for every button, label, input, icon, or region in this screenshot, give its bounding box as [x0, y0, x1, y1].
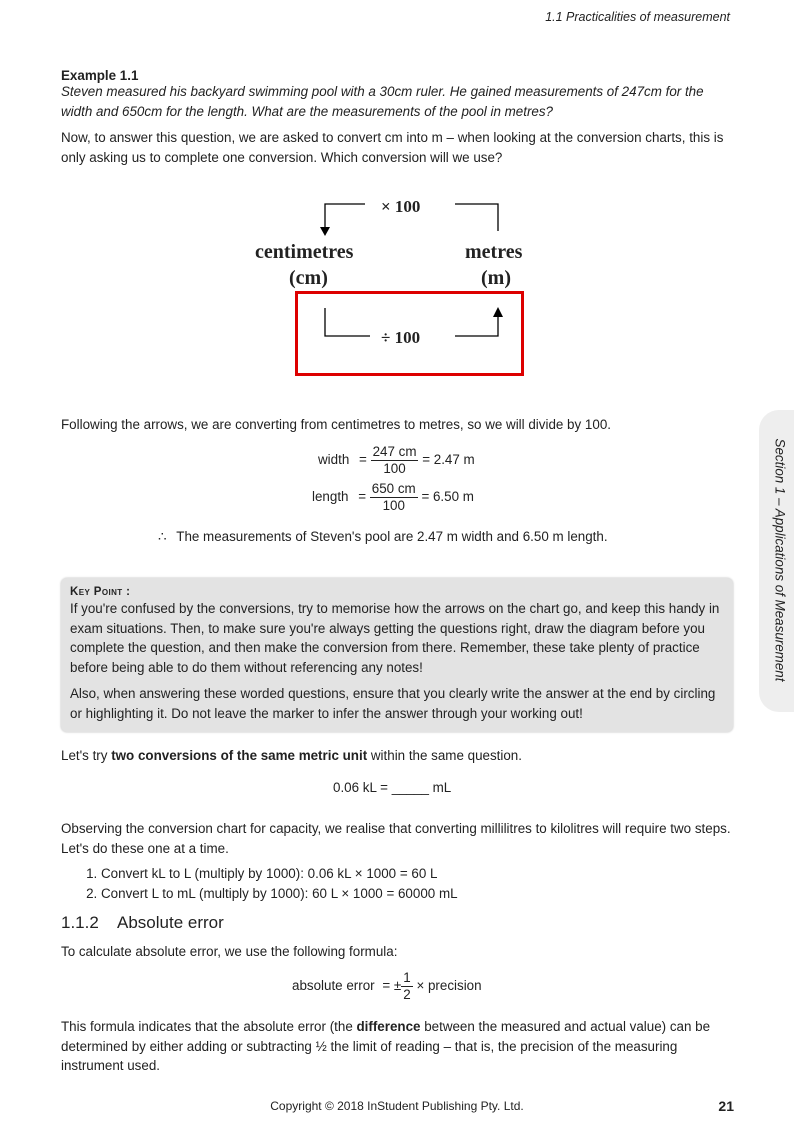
explain-pre: This formula indicates that the absolute error (the [61, 1019, 357, 1034]
length-denominator: 100 [382, 498, 405, 513]
capacity-equation: 0.06 kL = _____ mL [333, 780, 452, 795]
explain-post: between the measured and actual value) can be determined by either adding or subtracting ½ the limit of reading – that is, the precision of the measuring instrument used. [61, 1019, 711, 1073]
key-point-para2: Also, when answering these worded questions, ensure that you clearly write the answer at the end by circling or highlighting it. Do not leave the marker to infer the answer through your working out! [70, 686, 716, 721]
conclusion-text: The measurements of Steven's pool are 2.47 m width and 6.50 m length. [176, 529, 608, 544]
running-header: 1.1 Practicalities of measurement [545, 10, 730, 24]
formula-equals: = ± [382, 978, 402, 994]
formula-denominator: 2 [403, 987, 411, 1002]
example-title: Example 1.1 [61, 68, 139, 83]
unit-centimetres: centimetres [255, 241, 354, 263]
key-point-title: Key Point : [70, 586, 131, 598]
steps-list [79, 864, 729, 903]
step-item: 2. Convert L to mL (multiply by 1000): 60 L × 1000 = 60000 mL [101, 884, 729, 904]
width-numerator: 247 cm [372, 444, 417, 459]
formula-fraction [401, 970, 412, 1003]
length-equation: length = $\frac{650 cm}{100}$ = 6.50 m [312, 481, 474, 513]
section-title: Absolute error [117, 913, 224, 932]
top-arrow-right-line [455, 204, 498, 231]
length-numerator: 650 cm [371, 481, 416, 496]
top-arrow-head [320, 227, 330, 236]
two-conv-pre: Let's try [61, 748, 112, 763]
divide-operation: ÷ 100 [381, 328, 421, 347]
highlight-box [295, 291, 524, 376]
formula-left: absolute error [292, 978, 375, 994]
two-conv-post: within the same question. [367, 748, 522, 763]
formula-right: × precision [416, 978, 482, 994]
width-fraction [371, 444, 419, 477]
key-point-para1: If you're confused by the conversions, try to memorise how the arrows on the chart go, and keep this handy in exam situations. Then, to make sure you're always getting the questions right, draw the diagram before you complete the question, and then make the conversion from there. Remember, these take plenty of practice before being able to do them without referencing any notes! [70, 601, 720, 675]
section-number: 1.1.2 [61, 913, 99, 932]
length-label: length [312, 489, 349, 505]
width-equation: width = $\frac{247 cm}{100}$ = 2.47 m [318, 444, 475, 476]
two-conversions-intro [61, 746, 734, 766]
example-question: Steven measured his backyard swimming pool with a 30cm ruler. He gained measurements of 247cm for the width and 650cm for the length. What are the measurements of the pool in metres? [61, 84, 704, 119]
unit-m: (m) [481, 267, 511, 289]
length-fraction [370, 481, 418, 514]
width-result: = 2.47 m [422, 452, 475, 468]
width-denominator: 100 [383, 461, 406, 476]
length-result: = 6.50 m [421, 489, 474, 505]
section-explanation [61, 1017, 734, 1076]
section-side-label: Section 1 – Applications of Measurement [772, 438, 788, 682]
solution-text: Following the arrows, we are converting from centimetres to metres, so we will divide by 100. [61, 417, 611, 432]
absolute-error-formula [292, 970, 482, 1003]
therefore-symbol: ∴ [158, 529, 167, 544]
multiply-operation: × 100 [381, 197, 421, 216]
section-intro: To calculate absolute error, we use the following formula: [61, 944, 398, 959]
two-conv-bold: two conversions of the same metric unit [111, 748, 368, 763]
section-heading [61, 913, 224, 933]
top-arrow-left-line [325, 204, 365, 228]
example-intro: Now, to answer this question, we are asked to convert cm into m – when looking at the conversion charts, this is only asking us to complete one conversion. Which conversion will we use? [61, 130, 724, 165]
width-label: width [318, 452, 350, 468]
unit-cm: (cm) [289, 267, 328, 289]
conclusion-line [158, 529, 608, 545]
key-point-box [61, 578, 733, 732]
formula-numerator: 1 [403, 970, 411, 985]
step-item: 1. Convert kL to L (multiply by 1000): 0.06 kL × 1000 = 60 L [101, 864, 729, 884]
page-number: 21 [718, 1098, 734, 1114]
unit-metres: metres [465, 241, 523, 263]
copyright-footer: Copyright © 2018 InStudent Publishing Pty. Ltd. [270, 1099, 524, 1113]
explain-bold: difference [356, 1019, 421, 1034]
observe-text: Observing the conversion chart for capacity, we realise that converting millilitres to kilolitres will require two steps. Let's do these one at a time. [61, 821, 731, 856]
